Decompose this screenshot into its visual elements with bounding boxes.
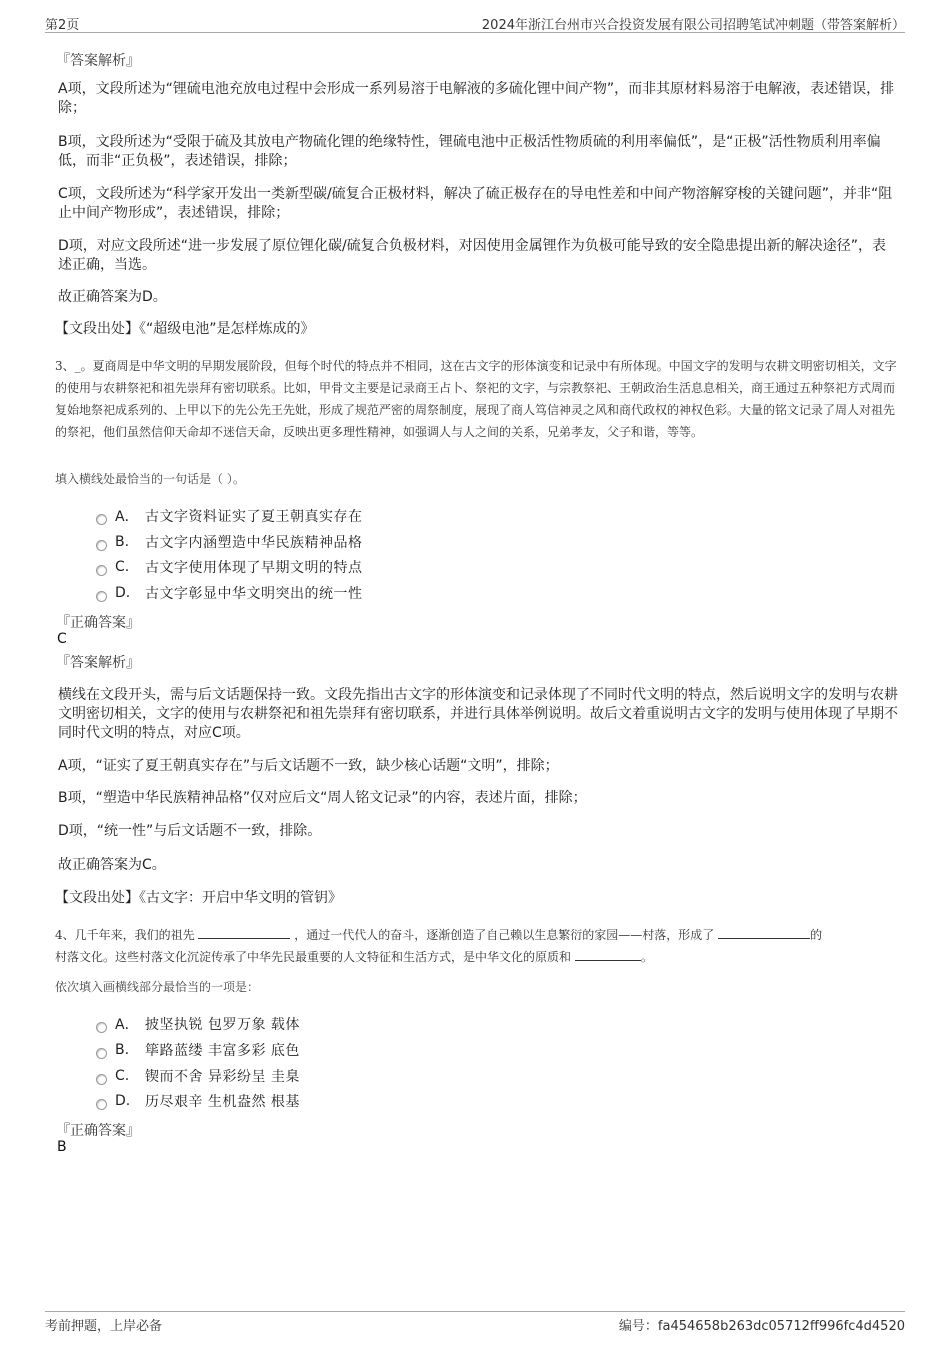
analysis-paragraph: 横线在文段开头，需与后文话题保持一致。文段先指出古文字的形体演变和记录体现了不同时代文明的特点，然后说明文字的发明与农耕文明密切相关，文字的使用与农耕祭祀和祖先崇拜有密切联系，并进行具体举例说明。故后文着重说明古文字的发明与使用体现了早期不同时代文明的特点，对应C项。	[58, 687, 898, 741]
question-3-stem: 3、_。夏商周是中华文明的早期发展阶段，但每个时代的特点并不相同，这在古文字的形体演变和记录中有所体现。中国文字的发明与农耕文明密切相关，文字的使用与农耕祭祀和祖先崇拜有密切联系。比如，甲骨文主要是记录商王占卜、祭祀的文字，与宗教祭祀、王朝政治生活息息相关，商王通过五种祭祀方式周而复始地祭祀成系列的、上甲以下的先公先王先妣，形成了规范严密的周祭制度，展现了商人笃信神灵之风和商代政权的神权色彩。大量的铭文记录了周人对祖先的祭祀，他们虽然信仰天命却不迷信天命，反映出更多理性精神，如强调人与人之间的关系，兄弟孝友，父子和谐，等等。	[55, 359, 897, 439]
page-number: 第2页	[45, 18, 80, 33]
analysis-paragraph: A项，“证实了夏王朝真实存在”与后文话题不一致，缺少核心话题“文明”，排除；	[58, 758, 559, 774]
analysis-paragraph: B项，“塑造中华民族精神品格”仅对应后文“周人铭文记录”的内容，表述片面，排除；	[58, 790, 587, 806]
source-citation: 【文段出处】《古文字：开启中华文明的管钥》	[55, 890, 342, 906]
page-footer	[45, 1311, 905, 1333]
radio-button[interactable]	[96, 514, 107, 525]
footer-slogan: 考前押题，上岸必备	[45, 1319, 163, 1334]
correct-answer: C	[57, 631, 67, 647]
question-4-stem: 4、几千年来，我们的祖先 ，通过一代代人的奋斗，逐渐创造了自己赖以生息繁衍的家园——村落，形成了 的 村落文化。这些村落文化沉淀传承了中华先民最重要的人文特征和生活方式，是中华文化的原质和 。	[55, 928, 823, 964]
radio-button[interactable]	[96, 591, 107, 602]
source-citation: 【文段出处】《“超级电池”是怎样炼成的》	[55, 321, 315, 337]
radio-button[interactable]	[96, 1022, 107, 1033]
conclusion: 故正确答案为C。	[58, 857, 166, 873]
blank-3	[575, 948, 641, 961]
radio-button[interactable]	[96, 1099, 107, 1110]
question-4-prompt: 依次填入画横线部分最恰当的一项是：	[55, 980, 260, 994]
radio-button[interactable]	[96, 565, 107, 576]
analysis-paragraph: A项，文段所述为“锂硫电池充放电过程中会形成一系列易溶于电解液的多硫化锂中间产物”，而非其原材料易溶于电解液，表述错误，排除；	[58, 81, 895, 116]
radio-button[interactable]	[96, 1074, 107, 1085]
q3-option-c[interactable]: C. 古文字使用体现了早期文明的特点	[96, 557, 363, 577]
q3-option-b[interactable]: B. 古文字内涵塑造中华民族精神品格	[96, 532, 363, 552]
q4-option-a[interactable]: A． 披坚执锐 包罗万象 载体	[96, 1014, 300, 1034]
radio-button[interactable]	[96, 540, 107, 551]
q4-option-b[interactable]: B. 筚路蓝缕 丰富多彩 底色	[96, 1040, 300, 1060]
correct-answer-tag: 『正确答案』	[56, 615, 140, 631]
q3-option-d[interactable]: D. 古文字彰显中华文明突出的统一性	[96, 583, 363, 603]
serial-number: 编号：fa454658b263dc05712ff996fc4d4520	[618, 1319, 905, 1334]
blank-1	[198, 926, 290, 939]
analysis-tag: 『答案解析』	[56, 53, 140, 69]
analysis-tag: 『答案解析』	[56, 655, 140, 671]
q4-option-d[interactable]: D. 历尽艰辛 生机盎然 根基	[96, 1091, 300, 1111]
correct-answer-tag: 『正确答案』	[56, 1123, 140, 1139]
question-3-prompt: 填入横线处最恰当的一句话是（ ）。	[55, 472, 245, 486]
q4-option-c[interactable]: C. 锲而不舍 异彩纷呈 圭臬	[96, 1066, 300, 1086]
conclusion: 故正确答案为D。	[58, 289, 167, 305]
blank-2	[718, 926, 810, 939]
analysis-paragraph: D项，“统一性”与后文话题不一致，排除。	[58, 823, 322, 839]
document-title: 2024年浙江台州市兴合投资发展有限公司招聘笔试冲刺题（带答案解析）	[481, 18, 905, 33]
analysis-paragraph: C项，文段所述为“科学家开发出一类新型碳/硫复合正极材料，解决了硫正极存在的导电性差和中间产物溶解穿梭的关键问题”，并非“阻止中间产物形成”，表述错误，排除；	[58, 186, 893, 221]
analysis-paragraph: D项，对应文段所述“进一步发展了原位锂化碳/硫复合负极材料，对因使用金属锂作为负极可能导致的安全隐患提出新的解决途径”，表述正确，当选。	[58, 238, 886, 273]
radio-button[interactable]	[96, 1048, 107, 1059]
page-header	[45, 14, 905, 33]
correct-answer: B	[57, 1139, 67, 1155]
q3-option-a[interactable]: A． 古文字资料证实了夏王朝真实存在	[96, 506, 363, 526]
analysis-paragraph: B项，文段所述为“受限于硫及其放电产物硫化锂的绝缘特性，锂硫电池中正极活性物质硫的利用率偏低”，是“正极”活性物质利用率偏低，而非“正负极”，表述错误，排除；	[58, 134, 881, 169]
